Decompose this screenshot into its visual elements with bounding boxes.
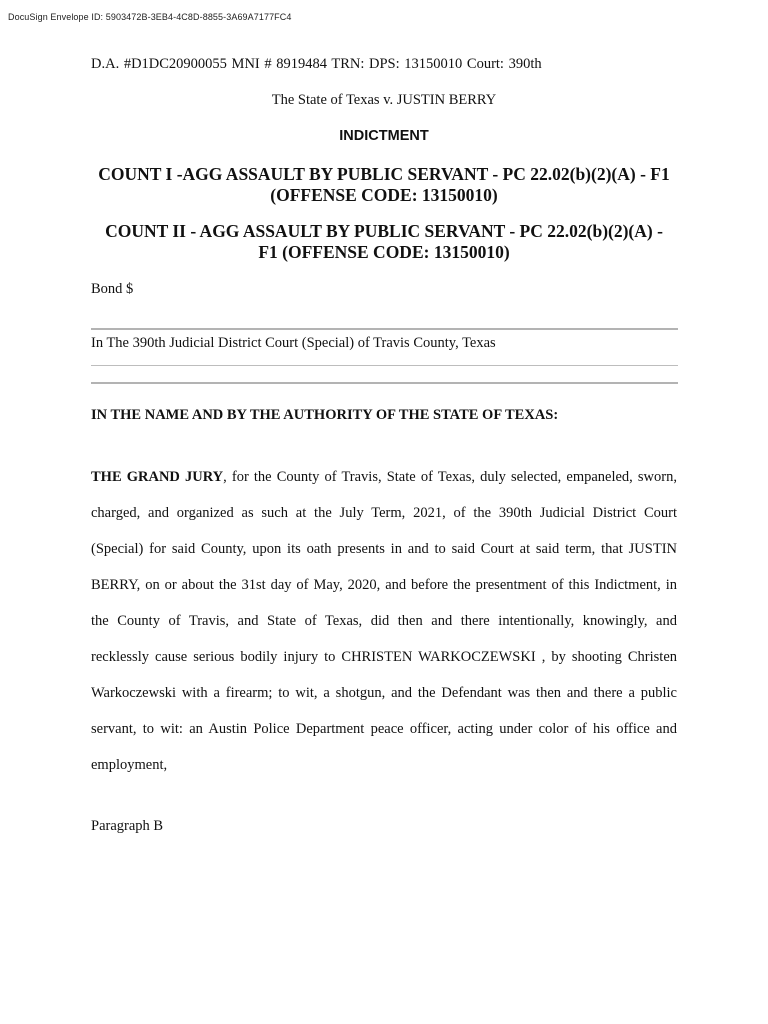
body-line-text: , for the County of Travis, State of Texas, duly selected, empaneled, sworn, [223,469,677,485]
body-line: recklessly cause serious bodily injury to CHRISTEN WARKOCZEWSKI , by shooting Christen [91,649,677,665]
body-line: servant, to wit: an Austin Police Department peace officer, acting under color of his office and [91,721,677,737]
count-1-heading [91,164,677,206]
docusign-envelope-id: DocuSign Envelope ID: 5903472B-3EB4-4C8D-8855-3A69A7177FC4 [8,12,292,22]
count-2-line-2: F1 (OFFENSE CODE: 13150010) [258,242,510,262]
count-1-line-1: COUNT I -AGG ASSAULT BY PUBLIC SERVANT - PC 22.02(b)(2)(A) - F1 [98,164,670,184]
indictment-body [91,459,677,783]
body-line: the County of Travis, and State of Texas, did then and there intentionally, knowingly, and [91,613,677,629]
case-title: The State of Texas v. JUSTIN BERRY [271,92,497,108]
body-line: charged, and organized as such at the July Term, 2021, of the 390th Judicial District Court [91,505,677,521]
court-line: In The 390th Judicial District Court (Special) of Travis County, Texas [91,335,496,351]
count-2-heading [91,221,677,263]
authority-heading: IN THE NAME AND BY THE AUTHORITY OF THE STATE OF TEXAS: [91,407,559,423]
paragraph-b-label: Paragraph B [91,818,164,834]
count-2-line-1: COUNT II - AGG ASSAULT BY PUBLIC SERVANT - PC 22.02(b)(2)(A) - [105,221,663,241]
body-line: BERRY, on or about the 31st day of May, 2020, and before the presentment of this Indictment, in [91,577,677,593]
divider-bottom [91,382,678,384]
body-line: Warkoczewski with a firearm; to wit, a shotgun, and the Defendant was then and there a public [91,685,677,701]
bond-amount: Bond $ [91,281,134,297]
count-1-line-2: (OFFENSE CODE: 13150010) [270,185,498,205]
document-title: INDICTMENT [339,128,429,144]
divider-middle [91,365,678,366]
body-line: employment, [91,757,168,773]
case-reference-line: D.A. #D1DC20900055 MNI # 8919484 TRN: DPS: 13150010 Court: 390th [91,56,542,72]
grand-jury-lead: THE GRAND JURY [91,469,224,485]
body-line [91,459,677,495]
body-line: (Special) for said County, upon its oath presents in and to said Court at said term, that JUSTIN [91,541,677,557]
divider-top [91,328,678,330]
